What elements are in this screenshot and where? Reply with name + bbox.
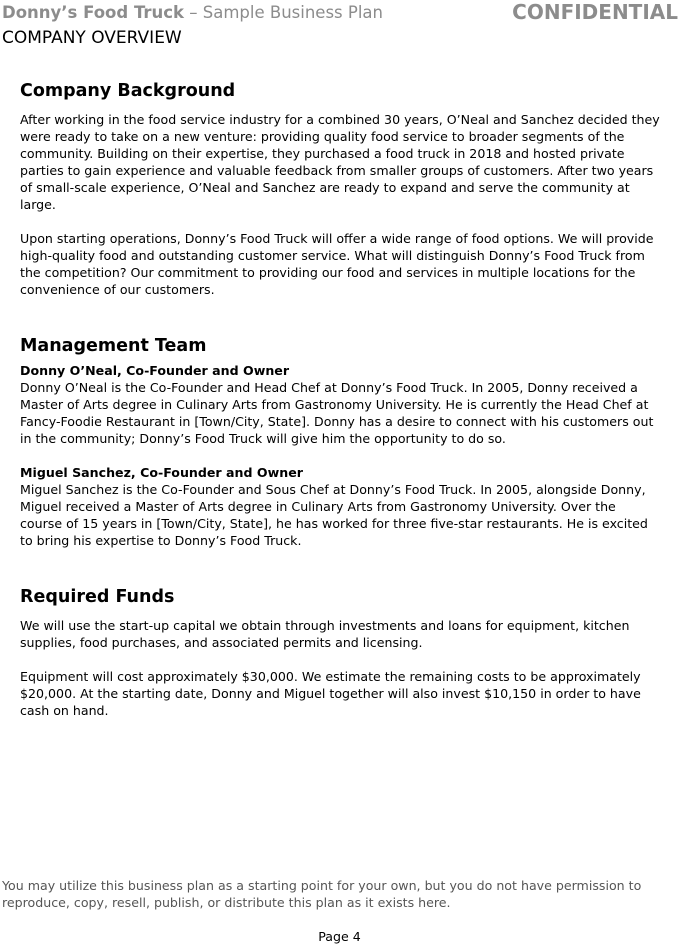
required-funds-paragraph-2: Equipment will cost approximately $30,000. We estimate the remaining costs to be approximately $20,000. At the starting date, Donny and Miguel together will also invest $10,150 in order to have cash on hand.	[20, 669, 641, 718]
page-number: Page 4	[318, 929, 361, 944]
company-background-paragraph-2: Upon starting operations, Donny’s Food Truck will offer a wide range of food options. We will provide high-quality food and outstanding customer service. What will distinguish Donny’s Food Truck from the competition? Our commitment to providing our food and services in multiple locations for the convenience of our customers.	[20, 231, 654, 297]
confidential-label: CONFIDENTIAL	[512, 0, 678, 24]
document-title	[2, 2, 383, 24]
member-1-bio: Donny O’Neal is the Co-Founder and Head Chef at Donny’s Food Truck. In 2005, Donny received a Master of Arts degree in Culinary Arts from Gastronomy University. He is currently the Head Chef at Fancy-Foodie Restaurant in [Town/City, State]. Donny has a desire to connect with his customers out in the community; Donny’s Food Truck will give him the opportunity to do so.	[20, 380, 654, 446]
company-background-paragraph-1: After working in the food service industry for a combined 30 years, O’Neal and Sanchez decided they were ready to take on a new venture: providing quality food service to broader segments of the community. Building on their expertise, they purchased a food truck in 2018 and hosted private parties to gain experience and valuable feedback from smaller groups of customers. After two years of small-scale experience, O’Neal and Sanchez are ready to expand and serve the community at large.	[20, 112, 660, 212]
footer-disclaimer: You may utilize this business plan as a starting point for your own, but you do not have permission to reproduce, copy, resell, publish, or distribute this plan as it exists here.	[2, 878, 642, 910]
member-2-bio: Miguel Sanchez is the Co-Founder and Sous Chef at Donny’s Food Truck. In 2005, alongside Donny, Miguel received a Master of Arts degree in Culinary Arts from Gastronomy University. Over the course of 15 years in [Town/City, State], he has worked for three five-star restaurants. He is excited to bring his expertise to Donny’s Food Truck.	[20, 482, 648, 548]
document-body	[20, 80, 660, 719]
brand-name: Donny’s Food Truck	[2, 3, 185, 22]
company-background-heading: Company Background	[20, 81, 236, 101]
page-header	[2, 0, 678, 50]
company-background-section	[20, 80, 660, 298]
document-subtitle: – Sample Business Plan	[184, 3, 383, 22]
required-funds-section	[20, 586, 660, 719]
section-title: COMPANY OVERVIEW	[2, 28, 182, 48]
management-team-section	[20, 335, 660, 549]
required-funds-heading: Required Funds	[20, 587, 175, 607]
member-1-name: Donny O’Neal, Co-Founder and Owner	[20, 363, 290, 378]
required-funds-paragraph-1: We will use the start-up capital we obtain through investments and loans for equipment, kitchen supplies, food purchases, and associated permits and licensing.	[20, 618, 630, 650]
management-team-heading: Management Team	[20, 336, 207, 356]
member-2-name: Miguel Sanchez, Co-Founder and Owner	[20, 465, 303, 480]
